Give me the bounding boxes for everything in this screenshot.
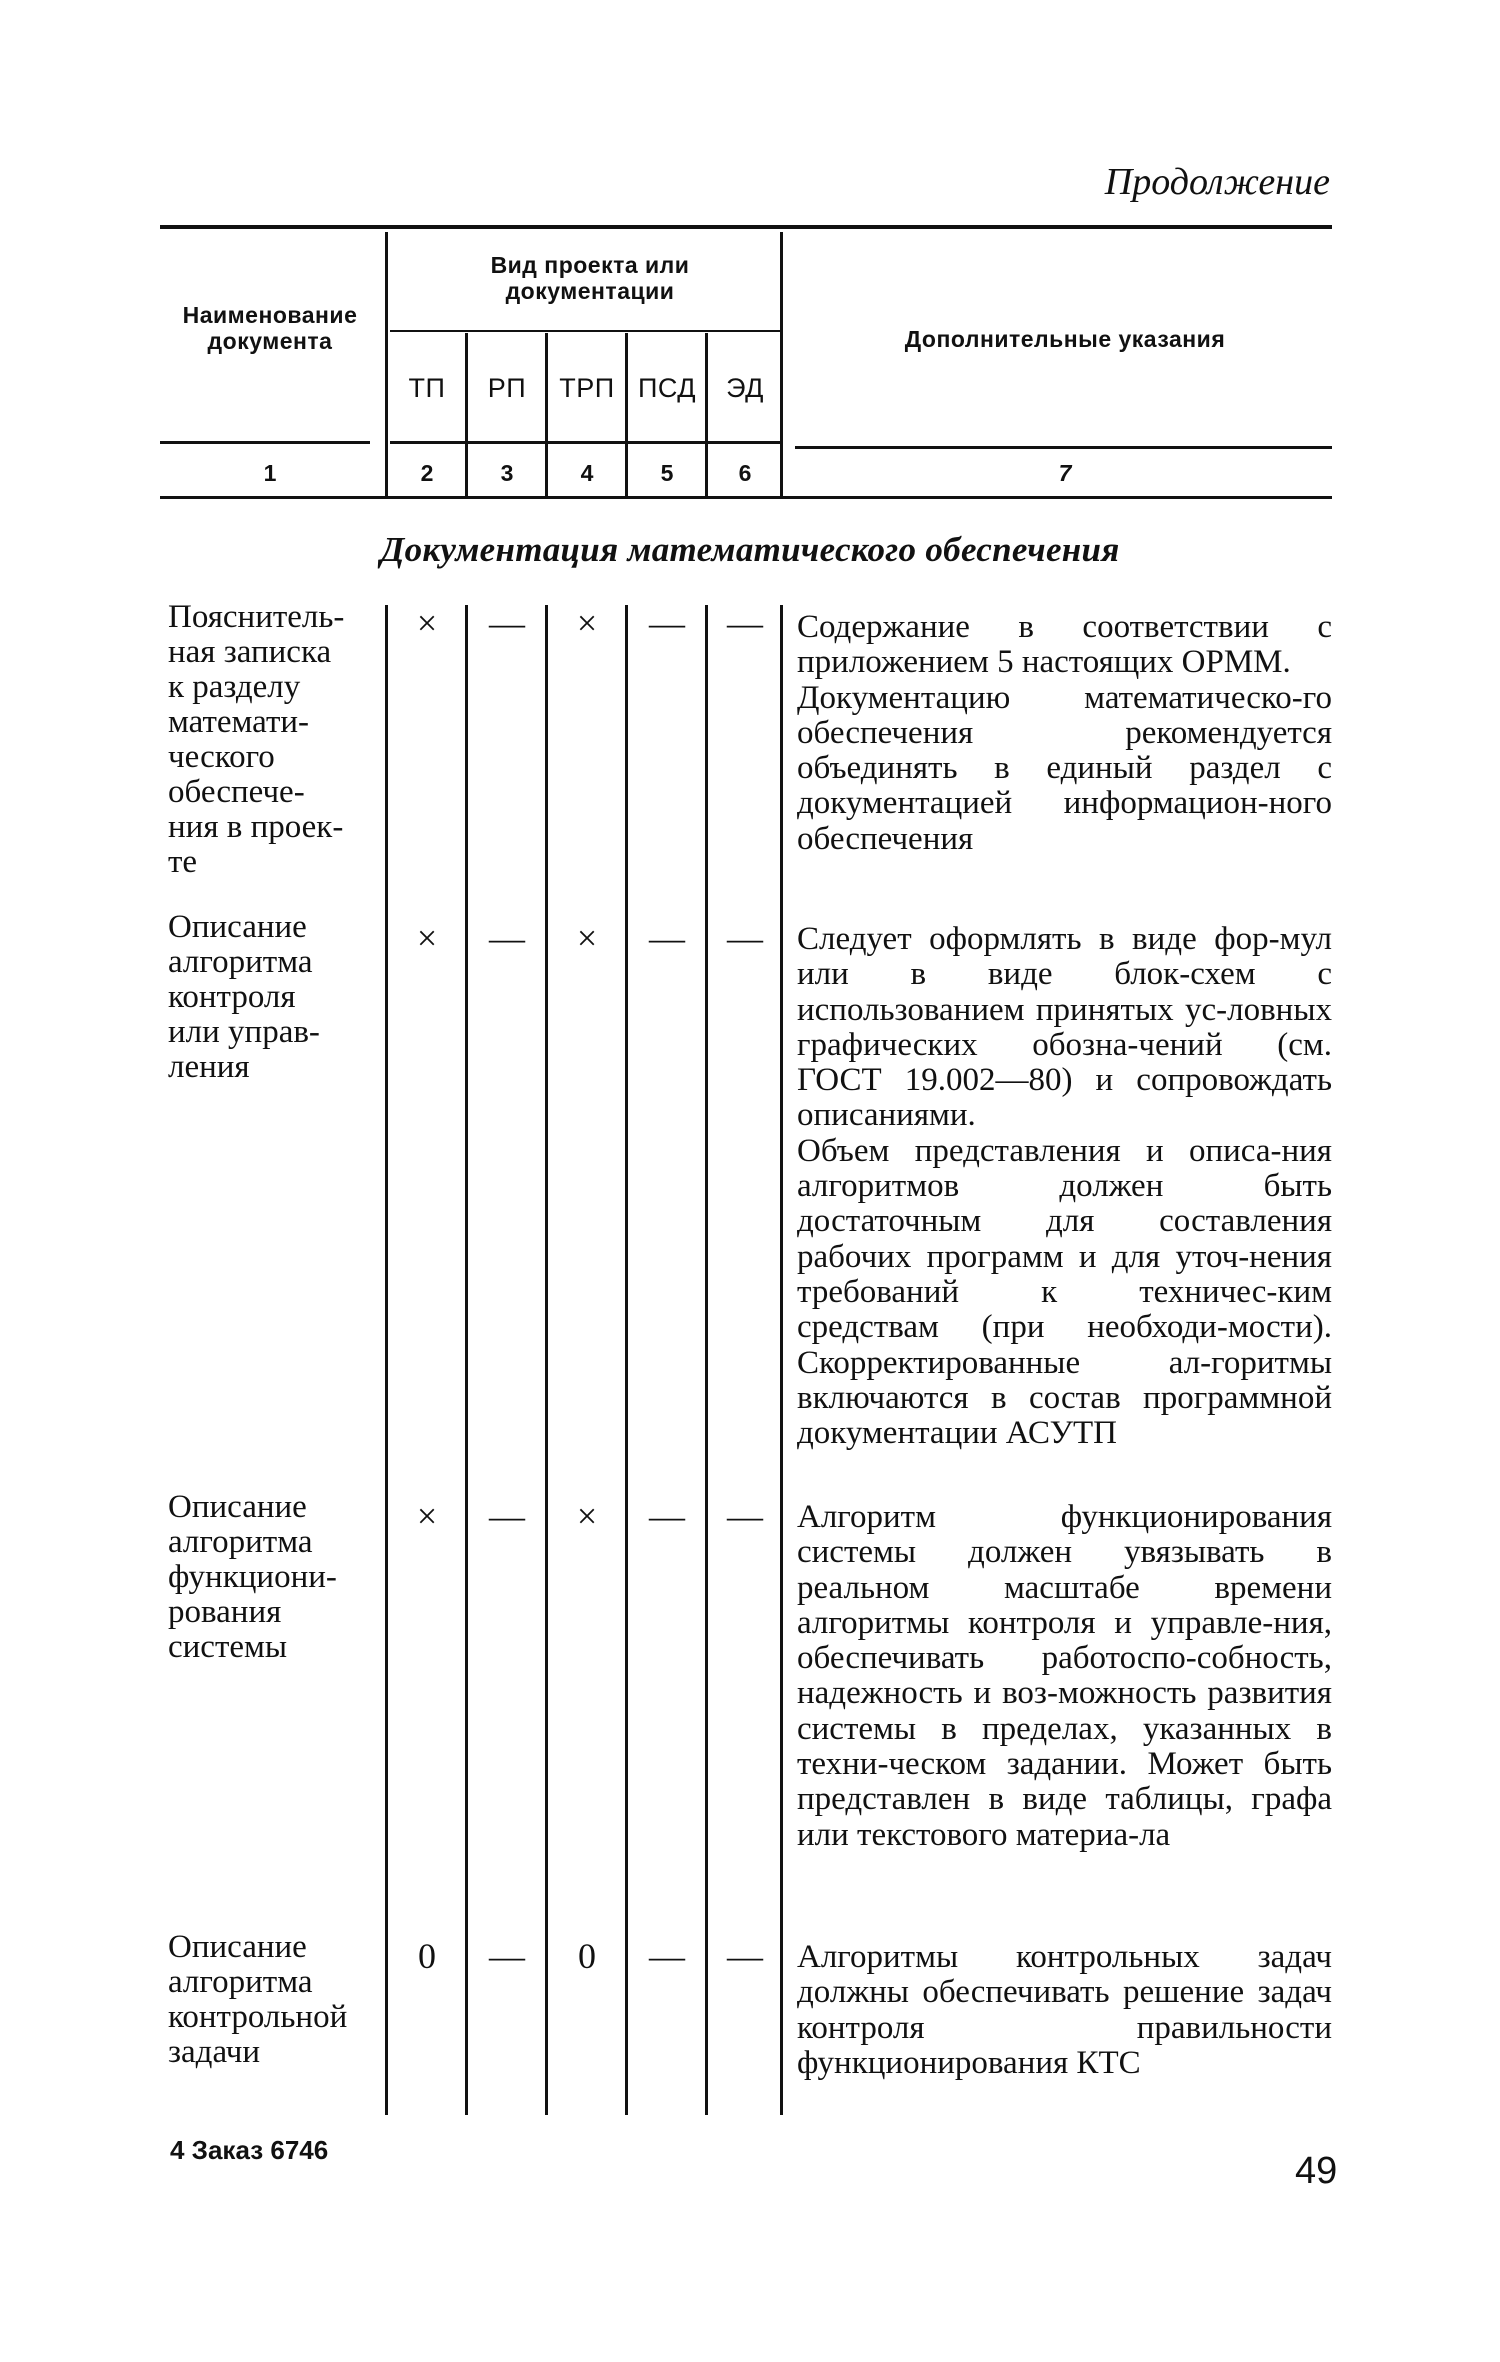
row-2-document-name: Описание алгоритма контроля или управ- ления xyxy=(168,909,320,1085)
row-4-mark-rp: — xyxy=(489,1936,525,1976)
row-1-mark-ed: — xyxy=(727,603,763,643)
row-4-note-1: Алгоритмы контрольных задач должны обеспечивать решение задач контроля правильности функционирования КТС xyxy=(797,1939,1332,2081)
row-1-note-1: Содержание в соответствии с приложением 5 настоящих ОРММ. xyxy=(797,609,1332,681)
row-2-note-1: Следует оформлять в виде фор-мул или в виде блок-схем с использованием принятых ус-ловных графических обозна-чений (см. ГОСТ 19.002—80) и сопровождать описаниями. xyxy=(797,921,1332,1134)
row-1-document-name: Пояснитель- ная записка к разделу математи- ческого обеспече- ния в проек- те xyxy=(168,599,345,880)
row-3-mark-tp: × xyxy=(416,1496,438,1536)
column-divider-6 xyxy=(780,232,783,497)
column-divider-6-body xyxy=(780,605,783,2115)
row-2-mark-rp: — xyxy=(489,918,525,958)
row-2-notes xyxy=(797,922,1332,1451)
column-number-6: 6 xyxy=(738,460,752,486)
row-4-mark-tp: 0 xyxy=(418,1936,436,1976)
row-4-notes xyxy=(797,1940,1332,2081)
group-header-rule xyxy=(390,330,782,332)
header-tp: ТП xyxy=(408,373,446,403)
header-trp: ТРП xyxy=(559,373,615,403)
header-bottom-rule-notes xyxy=(795,446,1332,449)
table-top-rule xyxy=(160,225,1332,229)
column-divider-1-body xyxy=(385,605,388,2115)
numbers-bottom-rule xyxy=(160,496,1332,499)
row-3-mark-ed: — xyxy=(727,1496,763,1536)
row-4-document-name: Описание алгоритма контрольной задачи xyxy=(168,1929,348,2070)
row-3-mark-rp: — xyxy=(489,1496,525,1536)
column-divider-3-body xyxy=(545,605,548,2115)
column-divider-5-body xyxy=(705,605,708,2115)
header-project-type: Вид проекта или документации xyxy=(490,252,690,304)
continued-label: Продолжение xyxy=(1104,161,1330,203)
column-divider-4-body xyxy=(625,605,628,2115)
row-4-mark-ed: — xyxy=(727,1936,763,1976)
header-rp: РП xyxy=(487,373,527,403)
header-bottom-rule-name xyxy=(160,441,370,444)
row-3-mark-trp: × xyxy=(576,1496,598,1536)
column-number-4: 4 xyxy=(580,460,594,486)
row-3-notes xyxy=(797,1500,1332,1853)
column-divider-1 xyxy=(385,232,388,497)
column-number-2: 2 xyxy=(420,460,434,486)
page-number: 49 xyxy=(1295,2150,1338,2192)
row-3-document-name: Описание алгоритма функциони- рования системы xyxy=(168,1489,337,1665)
header-bottom-rule-marks xyxy=(390,441,782,444)
row-1-note-2: Документацию математическо-го обеспечения рекомендуется объединять в единый раздел с документацией информацион-ного обеспечения xyxy=(797,679,1332,857)
column-number-1: 1 xyxy=(263,460,277,486)
row-1-mark-trp: × xyxy=(576,603,598,643)
column-number-5: 5 xyxy=(660,460,674,486)
section-title: Документация математического обеспечения xyxy=(380,530,1120,569)
column-divider-2-body xyxy=(465,605,468,2115)
column-number-3: 3 xyxy=(500,460,514,486)
row-2-mark-psd: — xyxy=(649,918,685,958)
row-2-mark-tp: × xyxy=(416,918,438,958)
row-3-mark-psd: — xyxy=(649,1496,685,1536)
footer-order-number: 4 Заказ 6746 xyxy=(170,2135,329,2165)
row-2-note-2: Объем представления и описа-ния алгоритмов должен быть достаточным для составления рабочих программ и для уточ-нения требований к техничес-ким средствам (при необходи-мости). Скорректированные ал-горитмы включаются в состав программной документации АСУТП xyxy=(797,1132,1332,1452)
header-ed: ЭД xyxy=(726,373,764,403)
header-additional-notes: Дополнительные указания xyxy=(904,326,1226,352)
column-number-7: 7 xyxy=(1058,460,1072,486)
row-1-mark-rp: — xyxy=(489,603,525,643)
row-4-mark-trp: 0 xyxy=(578,1936,596,1976)
row-1-notes xyxy=(797,610,1332,857)
header-document-name: Наименование документа xyxy=(182,302,358,354)
row-3-note-1: Алгоритм функционирования системы должен увязывать в реальном масштабе времени алгоритмы контроля и управле-ния, обеспечивать работоспо-собность, надежность и воз-можность развития системы в пределах, указанных в техни-ческом задании. Может быть представлен в виде таблицы, графа или текстового материа-ла xyxy=(797,1499,1332,1853)
header-psd: ПСД xyxy=(637,373,697,403)
row-1-mark-tp: × xyxy=(416,603,438,643)
row-4-mark-psd: — xyxy=(649,1936,685,1976)
row-2-mark-trp: × xyxy=(576,918,598,958)
row-1-mark-psd: — xyxy=(649,603,685,643)
row-2-mark-ed: — xyxy=(727,918,763,958)
